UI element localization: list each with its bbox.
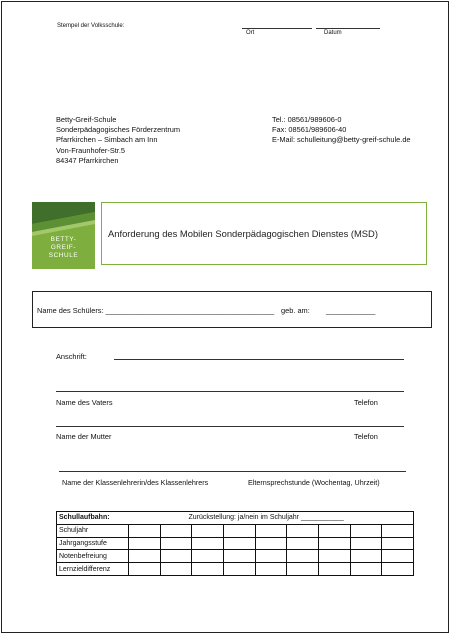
row-label: Jahrgangsstufe [57,537,129,550]
table-row [57,550,414,563]
address-line-2[interactable] [56,391,404,392]
school-street: Von-Fraunhofer-Str.5 [56,145,126,155]
school-contact [272,115,411,146]
logo-text-line3: SCHULE [48,252,79,259]
title-banner [32,202,429,269]
place-line[interactable] [242,28,312,29]
mother-label: Name der Mutter [56,432,112,441]
student-name-label: Name des Schülers: _________________________________________ [37,306,275,315]
school-location: Pfarrkirchen – Simbach am Inn [56,135,158,145]
career-header-row [57,512,414,525]
logo-text-line1: BETTY- [50,236,77,243]
school-career-table [56,511,414,576]
mother-line[interactable] [56,426,404,427]
school-address [56,115,180,166]
place-label: Ort [246,30,255,36]
school-city: 84347 Pfarrkirchen [56,155,119,165]
teacher-label: Name der Klassenlehrerin/des Klassenlehrers [62,478,209,487]
table-row [57,537,414,550]
date-line[interactable] [316,28,380,29]
address-label: Anschrift: [56,352,87,361]
table-row [57,524,414,537]
teacher-line[interactable] [59,471,406,472]
school-name: Betty-Greif-Schule [56,115,117,124]
row-label: Notenbefreiung [57,550,129,563]
stamp-label: Stempel der Volksschule: [57,23,125,29]
birth-date-label: geb. am: [281,306,310,315]
table-row [57,563,414,576]
date-label: Datum [324,30,342,36]
father-phone-label: Telefon [354,398,378,407]
birth-date-blank[interactable]: ____________ [326,306,376,315]
school-type: Sonderpädagogisches Förderzentrum [56,125,181,135]
retention-field[interactable]: Zurückstellung: ja/nein im Schuljahr ___________ [129,512,414,525]
parents-day-label: Elternsprechstunde (Wochentag, Uhrzeit) [248,478,380,487]
career-title: Schullaufbahn: [57,512,129,525]
form-title: Anforderung des Mobilen Sonderpädagogischen Dienstes (MSD) [101,202,427,265]
mother-phone-label: Telefon [354,432,378,441]
phone-number: Tel.: 08561/989606-0 [272,115,342,124]
student-name-box[interactable] [32,291,432,328]
row-label: Schuljahr [57,524,129,537]
school-logo [32,202,95,269]
address-line-1[interactable] [114,359,404,360]
form-page [1,1,449,633]
email-address: E-Mail: schulleitung@betty-greif-schule.de [272,135,411,145]
logo-text-line2: GREIF- [50,244,77,251]
fax-number: Fax: 08561/989606-40 [272,125,347,135]
row-label: Lernzieldifferenz [57,563,129,576]
father-label: Name des Vaters [56,398,113,407]
